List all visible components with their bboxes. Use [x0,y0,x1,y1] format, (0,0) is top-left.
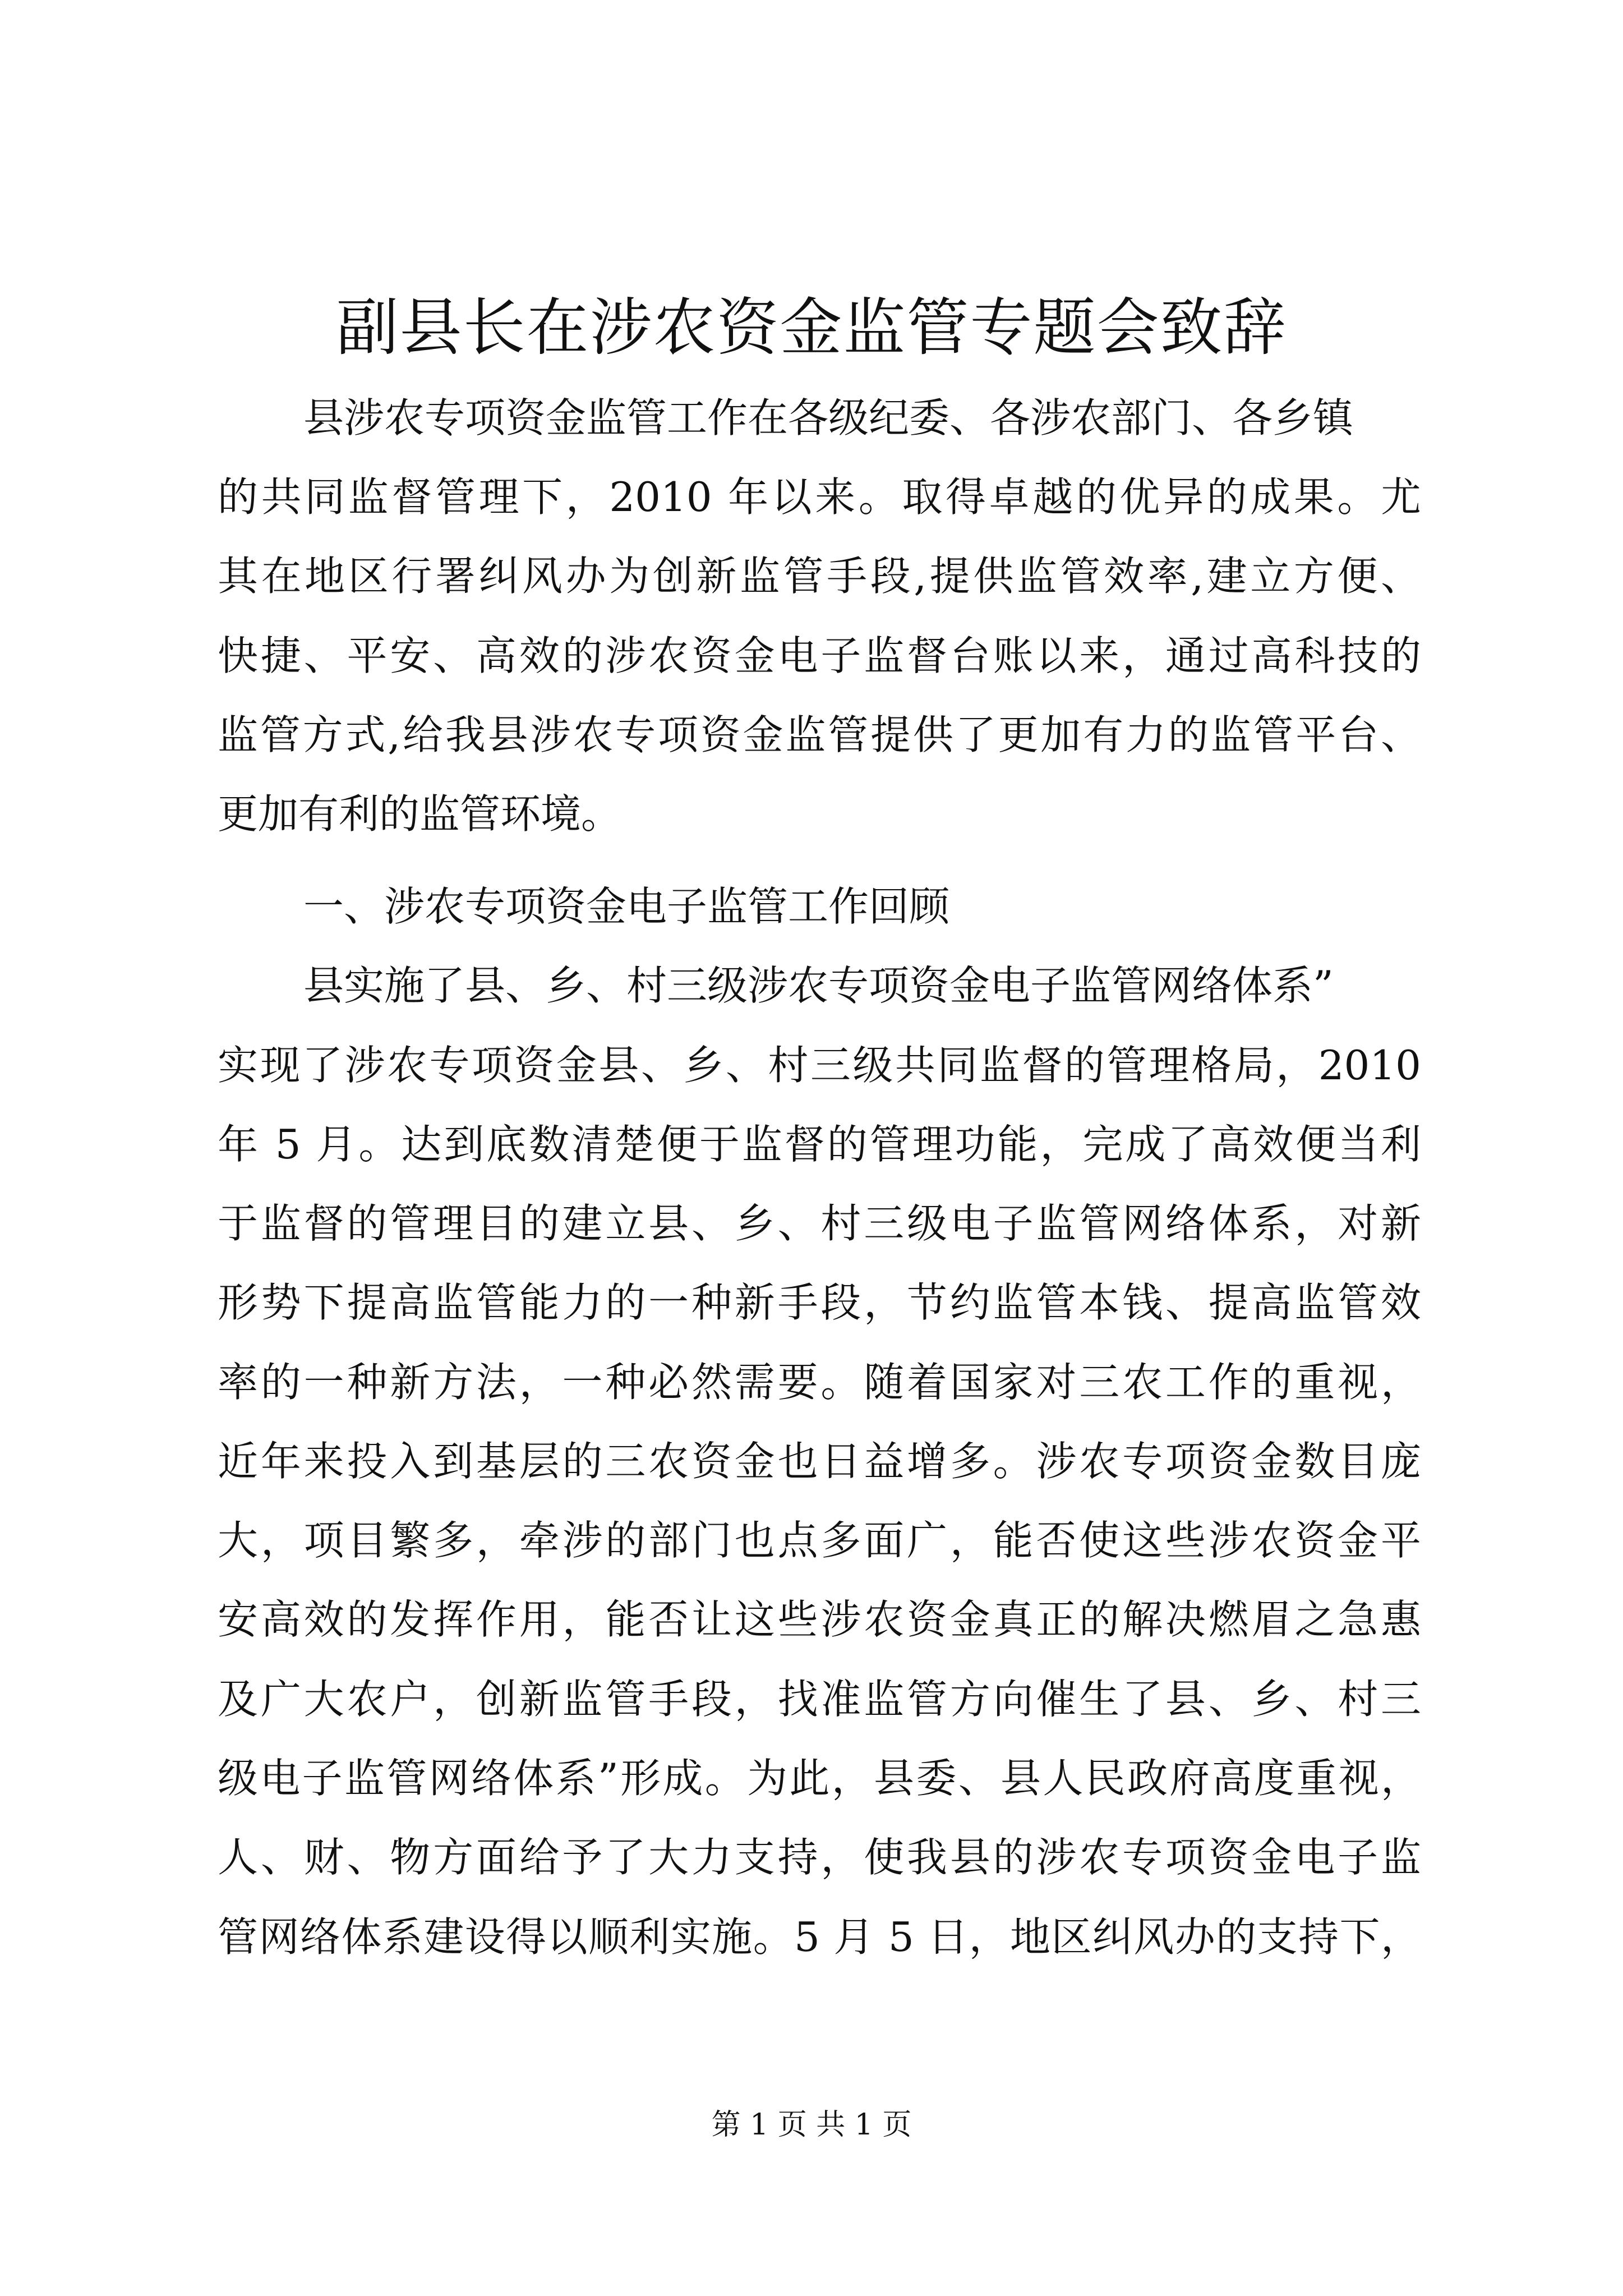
paragraph-line-4: 快捷、平安、高效的涉农资金电子监督台账以来，通过高科技的 [218,632,1421,679]
paragraph-line-5: 监管方式,给我县涉农专项资金监管提供了更加有力的监管平台、 [218,711,1421,758]
paragraph-line-15: 大，项目繁多，牵涉的部门也点多面广，能否使这些涉农资金平 [218,1517,1421,1564]
document-title: 副县长在涉农资金监管专题会致辞 [336,292,1287,364]
paragraph-line-6: 更加有利的监管环境。 [218,790,622,838]
section-heading: 一、涉农专项资金电子监管工作回顾 [303,883,950,930]
paragraph-line-11: 于监督的管理目的建立县、乡、村三级电子监管网络体系，对新 [218,1200,1421,1247]
paragraph-line-8: 县实施了县、乡、村三级涉农专项资金电子监管网络体系” [303,962,1334,1009]
paragraph-line-19: 人、财、物方面给予了大力支持，使我县的涉农专项资金电子监 [218,1834,1421,1881]
paragraph-line-16: 安高效的发挥作用，能否让这些涉农资金真正的解决燃眉之急惠 [218,1596,1421,1643]
paragraph-line-2: 的共同监督管理下，2010 年以来。取得卓越的优异的成果。尤 [218,473,1421,521]
paragraph-line-9: 实现了涉农专项资金县、乡、村三级共同监督的管理格局，2010 [218,1042,1421,1089]
paragraph-line-17: 及广大农户，创新监管手段，找准监管方向催生了县、乡、村三 [218,1676,1421,1723]
paragraph-line-13: 率的一种新方法，一种必然需要。随着国家对三农工作的重视， [218,1359,1421,1406]
paragraph-line-18: 级电子监管网络体系”形成。为此，县委、县人民政府高度重视， [218,1755,1421,1802]
paragraph-line-1: 县涉农专项资金监管工作在各级纪委、各涉农部门、各乡镇 [303,394,1354,441]
paragraph-line-3: 其在地区行署纠风办为创新监管手段,提供监管效率,建立方便、 [218,553,1421,600]
paragraph-line-12: 形势下提高监管能力的一种新手段，节约监管本钱、提高监管效 [218,1279,1421,1326]
page-footer: 第 1 页 共 1 页 [711,2108,912,2142]
paragraph-line-20: 管网络体系建设得以顺利实施。5 月 5 日，地区纠风办的支持下， [218,1913,1421,1961]
paragraph-line-10: 年 5 月。达到底数清楚便于监督的管理功能，完成了高效便当利 [218,1121,1421,1168]
paragraph-line-14: 近年来投入到基层的三农资金也日益增多。涉农专项资金数目庞 [218,1438,1421,1485]
